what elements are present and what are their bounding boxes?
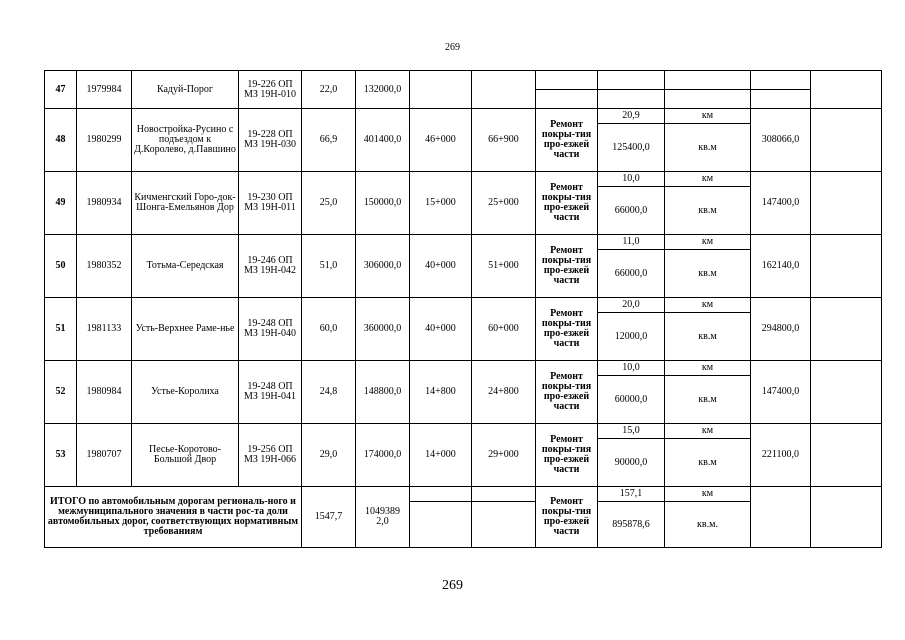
empty-cell — [811, 109, 882, 172]
empty-cell — [472, 487, 536, 502]
road-name: Песье-Коротово-Большой Двор — [132, 424, 239, 487]
road-name: Тотьма-Середская — [132, 235, 239, 298]
page-number-top: 269 — [445, 42, 460, 53]
road-id: 19-248 ОП МЗ 19Н-041 — [239, 361, 302, 424]
empty-cell — [410, 502, 472, 548]
row-number: 48 — [45, 109, 77, 172]
area: 90000,0 — [598, 439, 665, 487]
unit-area: кв.м — [665, 250, 751, 298]
total-amount: 294800,0 — [751, 298, 811, 361]
row-number: 50 — [45, 235, 77, 298]
km-start: 40+000 — [410, 298, 472, 361]
work-type: Ремонт покры-тия про-езжей части — [536, 424, 598, 487]
unit-km: км — [665, 235, 751, 250]
total-row — [45, 487, 882, 502]
road-id: 19-230 ОП МЗ 19Н-011 — [239, 172, 302, 235]
road-name: Кичменгский Горо-док- Шонга-Емельянов Дор — [132, 172, 239, 235]
unit-area: кв.м — [665, 124, 751, 172]
empty-cell — [811, 361, 882, 424]
empty-cell — [751, 71, 811, 90]
road-length: 29,0 — [302, 424, 356, 487]
table-row — [45, 172, 882, 187]
work-type: Ремонт покры-тия про-езжей части — [536, 109, 598, 172]
road-id: 19-228 ОП МЗ 19Н-030 — [239, 109, 302, 172]
road-cost: 174000,0 — [356, 424, 410, 487]
table-row — [45, 361, 882, 376]
road-name: Устье-Королиха — [132, 361, 239, 424]
area: 125400,0 — [598, 124, 665, 172]
road-code: 1979984 — [77, 71, 132, 109]
unit-km: км — [665, 487, 751, 502]
length-km: 157,1 — [598, 487, 665, 502]
empty-cell — [811, 298, 882, 361]
km-start: 14+800 — [410, 361, 472, 424]
work-type: Ремонт покры-тия про-езжей части — [536, 361, 598, 424]
total-amount: 147400,0 — [751, 172, 811, 235]
road-code: 1980984 — [77, 361, 132, 424]
unit-km: км — [665, 361, 751, 376]
road-code: 1980934 — [77, 172, 132, 235]
road-name: Усть-Верхнее Раме-нье — [132, 298, 239, 361]
road-code: 1980299 — [77, 109, 132, 172]
empty-cell — [751, 90, 811, 109]
empty-cell — [536, 90, 598, 109]
empty-cell — [598, 71, 665, 90]
road-id: 19-246 ОП МЗ 19Н-042 — [239, 235, 302, 298]
row-number: 49 — [45, 172, 77, 235]
road-length: 24,8 — [302, 361, 356, 424]
km-start: 15+000 — [410, 172, 472, 235]
road-length: 22,0 — [302, 71, 356, 109]
empty-cell — [811, 235, 882, 298]
work-type: Ремонт покры-тия про-езжей части — [536, 172, 598, 235]
empty-cell — [811, 172, 882, 235]
road-id: 19-248 ОП МЗ 19Н-040 — [239, 298, 302, 361]
total-amount: 308066,0 — [751, 109, 811, 172]
area: 66000,0 — [598, 187, 665, 235]
empty-cell — [665, 71, 751, 90]
road-length: 25,0 — [302, 172, 356, 235]
km-start: 46+000 — [410, 109, 472, 172]
empty-cell — [811, 424, 882, 487]
length-km: 20,0 — [598, 298, 665, 313]
table-row — [45, 109, 882, 124]
work-type: Ремонт покры-тия про-езжей части — [536, 298, 598, 361]
table-row — [45, 71, 882, 90]
road-code: 1981133 — [77, 298, 132, 361]
total-amount: 147400,0 — [751, 361, 811, 424]
row-number: 47 — [45, 71, 77, 109]
page-number-bottom: 269 — [442, 578, 463, 593]
km-end: 66+900 — [472, 109, 536, 172]
road-code: 1980352 — [77, 235, 132, 298]
table-row — [45, 424, 882, 439]
unit-area: кв.м — [665, 187, 751, 235]
total-amount: 221100,0 — [751, 424, 811, 487]
empty-cell — [751, 487, 811, 548]
road-id: 19-256 ОП МЗ 19Н-066 — [239, 424, 302, 487]
km-end: 24+800 — [472, 361, 536, 424]
total-amount: 162140,0 — [751, 235, 811, 298]
length-km: 10,0 — [598, 361, 665, 376]
unit-area: кв.м. — [665, 502, 751, 548]
length-km: 10,0 — [598, 172, 665, 187]
road-length: 51,0 — [302, 235, 356, 298]
road-length: 66,9 — [302, 109, 356, 172]
km-end: 25+000 — [472, 172, 536, 235]
unit-area: кв.м — [665, 376, 751, 424]
length-km: 20,9 — [598, 109, 665, 124]
road-id: 19-226 ОП МЗ 19Н-010 — [239, 71, 302, 109]
empty-cell — [811, 487, 882, 548]
km-end: 51+000 — [472, 235, 536, 298]
total-length: 1547,7 — [302, 487, 356, 548]
road-cost: 132000,0 — [356, 71, 410, 109]
area: 12000,0 — [598, 313, 665, 361]
empty-cell — [811, 71, 882, 109]
km-start-cell — [410, 71, 472, 109]
table-body — [45, 71, 882, 548]
unit-km: км — [665, 109, 751, 124]
total-label: ИТОГО по автомобильным дорогам региональ-ного и межмуниципального значения в части рос-та доли автомобильных дорог, соответствующих нормативным требованиям — [45, 487, 302, 548]
total-cost: 1049389 2,0 — [356, 487, 410, 548]
row-number: 51 — [45, 298, 77, 361]
empty-cell — [410, 487, 472, 502]
road-cost: 401400,0 — [356, 109, 410, 172]
row-number: 52 — [45, 361, 77, 424]
road-cost: 306000,0 — [356, 235, 410, 298]
table-row — [45, 298, 882, 313]
area: 60000,0 — [598, 376, 665, 424]
road-code: 1980707 — [77, 424, 132, 487]
km-end: 60+000 — [472, 298, 536, 361]
work-type: Ремонт покры-тия про-езжей части — [536, 487, 598, 548]
unit-area: кв.м — [665, 439, 751, 487]
road-name: Кадуй-Порог — [132, 71, 239, 109]
unit-area: кв.м — [665, 313, 751, 361]
roads-table — [44, 70, 882, 548]
empty-cell — [598, 90, 665, 109]
unit-km: км — [665, 424, 751, 439]
area: 895878,6 — [598, 502, 665, 548]
road-cost: 150000,0 — [356, 172, 410, 235]
km-end-cell — [472, 71, 536, 109]
length-km: 15,0 — [598, 424, 665, 439]
area: 66000,0 — [598, 250, 665, 298]
empty-cell — [472, 502, 536, 548]
unit-km: км — [665, 172, 751, 187]
road-cost: 148800,0 — [356, 361, 410, 424]
road-cost: 360000,0 — [356, 298, 410, 361]
km-start: 40+000 — [410, 235, 472, 298]
empty-cell — [536, 71, 598, 90]
road-name: Новостройка-Русино с подъездом к Д.Королево, д.Павшино — [132, 109, 239, 172]
km-start: 14+000 — [410, 424, 472, 487]
row-number: 53 — [45, 424, 77, 487]
length-km: 11,0 — [598, 235, 665, 250]
empty-cell — [665, 90, 751, 109]
table-row — [45, 235, 882, 250]
unit-km: км — [665, 298, 751, 313]
road-length: 60,0 — [302, 298, 356, 361]
work-type: Ремонт покры-тия про-езжей части — [536, 235, 598, 298]
km-end: 29+000 — [472, 424, 536, 487]
